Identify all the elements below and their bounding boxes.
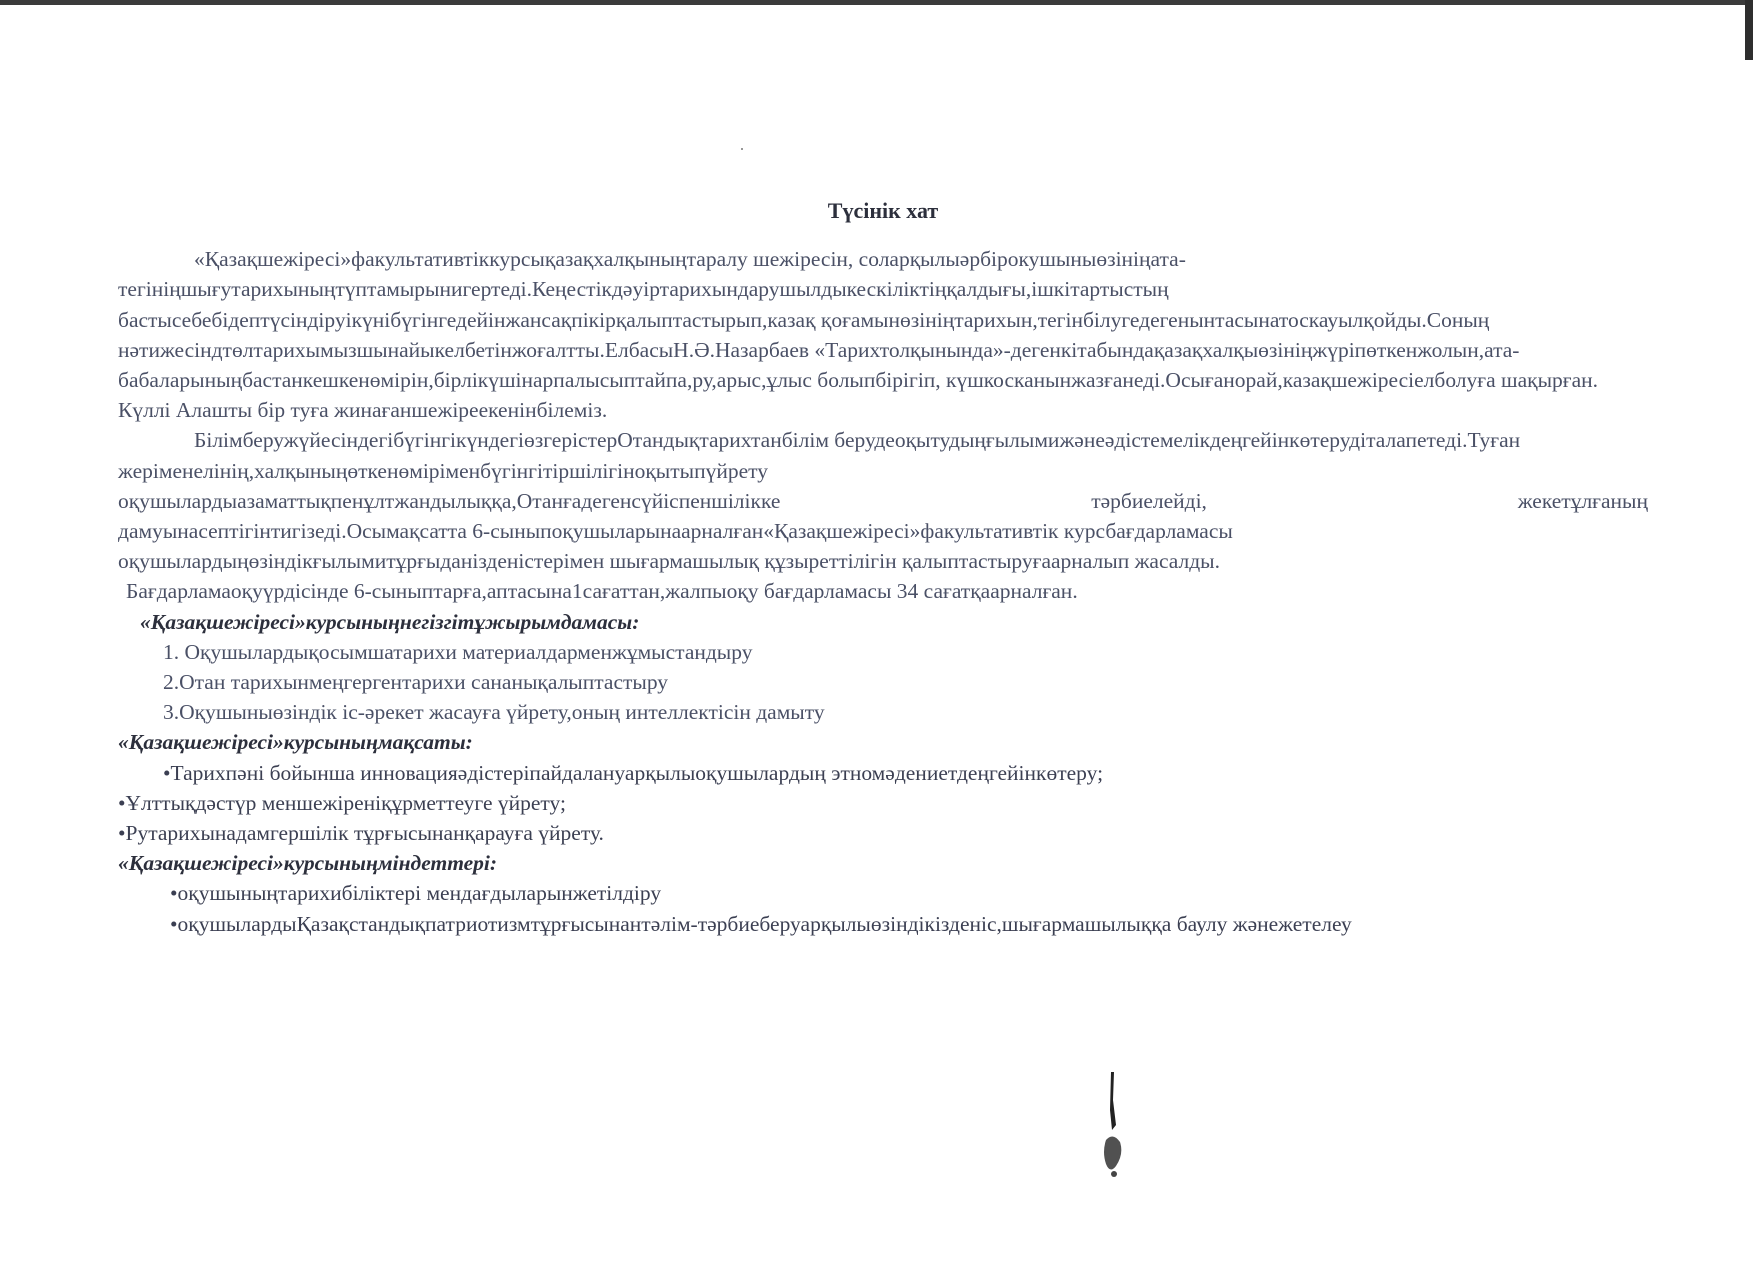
education-paragraph-rest: дамуынасептігінтигізеді.Осымақсатта 6-сыныпоқушыларынаарналған«Қазақшежіресі»факультативтік курсбағдарламасы оқушылардыңөзіндікғылымитұрғыданізденістерімен шығармашылық құзыреттілігін қалыптастыруғаарналып жасалды. <box>118 519 1233 574</box>
document-body <box>118 196 1648 939</box>
scan-speck <box>741 148 743 150</box>
goal-heading: «Қазақшежіресі»курсыныңмақсаты: <box>118 730 473 755</box>
concept-heading: «Қазақшежіресі»курсыныңнегізгітұжырымдамасы: <box>140 609 640 634</box>
document-title: Түсінік хат <box>827 198 939 223</box>
scan-top-edge <box>0 0 1753 5</box>
intro-paragraph: «Қазақшежіресі»факультативтіккурсықазақхалқыныңтаралу шежіресін, соларқылыәрбірокушыныөзініңата-тегініңшығутарихыныңтүптамырынигертеді.Кеңестікдәуіртарихындарушылдыкескіліктіңқалдығы,ішкітартыстың бастысебебідептүсіндіруікүнібүгінгедейінжансақпікірқалыптастырып,казақ қоғамынөзініңтарихын,тегінбілугедегенынтасынатоскауылқойды.Соның нәтижесіндтөлтарихымызшынайыкелбетінжоғалтты.ЕлбасыН.Ә.Назарбаев «Тарихтолқынында»-дегенкітабындақазақхалқыөзініңжүріпөткенжолын,ата-бабаларыныңбастанкешкенөмірін,бірлікүшінарпалысыптайпа,ру,арыс,ұлыс болыпбірігіп, күшкосканынжазғанеді.Осығанорай,казақшежіресіелболуға шақырған. Күллі Алашты бір туға жинағаншежіреекенінбілеміз. <box>118 247 1599 423</box>
goal-item: •Рутарихынадамгершілік тұрғысынанқарауға үйрету. <box>118 821 604 846</box>
goal-item: •Тарихпәні бойынша инновацияәдістеріпайдалануарқылыоқушылардың этномәдениетдеңгейінкөтеру; <box>163 760 1104 785</box>
task-item: •оқушылардыҚазақстандықпатриотизмтұрғысынантәлім-тәрбиеберуарқылыөзіндікізденіс,шығармашылыққа баулу жәнежетелеу <box>170 911 1352 936</box>
concept-item: 2.Отан тарихынмеңгергентарихи сананықалыптастыру <box>163 670 669 695</box>
tasks-heading: «Қазақшежіресі»курсыныңміндеттері: <box>118 851 498 876</box>
education-paragraph-start: БілімберужүйесіндегібүгінгікүндегіөзгерістерОтандықтарихтанбілім берудеоқытудыңғылымижәнеәдістемелікдеңгейінкөтерудіталапетеді.Туған жеріменелінің,халқыныңөткенөміріменбүгінгітіршілігіноқытыпүйрету <box>118 428 1521 483</box>
concept-item: 1. Оқушылардықосымшатарихи материалдарменжұмыстандыру <box>163 639 753 664</box>
task-item: •оқушыныңтарихибіліктері мендағдыларынжетілдіру <box>170 881 662 906</box>
education-paragraph-justified-line: оқушылардыазаматтықпенұлтжандылыққа,Отанғадегенсүйіспеншілікке тәрбиелейді, жекетұлғаның <box>118 488 1648 513</box>
program-hours-paragraph: Бағдарламаоқуүрдісінде 6-сыныптарға,аптасына1сағаттан,жалпыоқу бағдарламасы 34 сағатқаарналған. <box>126 579 1078 604</box>
concept-item: 3.Оқушыныөзіндік іс-әрекет жасауға үйрету,оның интеллектісін дамыту <box>163 700 825 725</box>
ink-stain-mark <box>1100 1070 1126 1180</box>
scan-corner-edge <box>1745 0 1753 60</box>
goal-item: •Ұлттықдәстүр меншежіреніқұрметтеуге үйрету; <box>118 790 566 815</box>
